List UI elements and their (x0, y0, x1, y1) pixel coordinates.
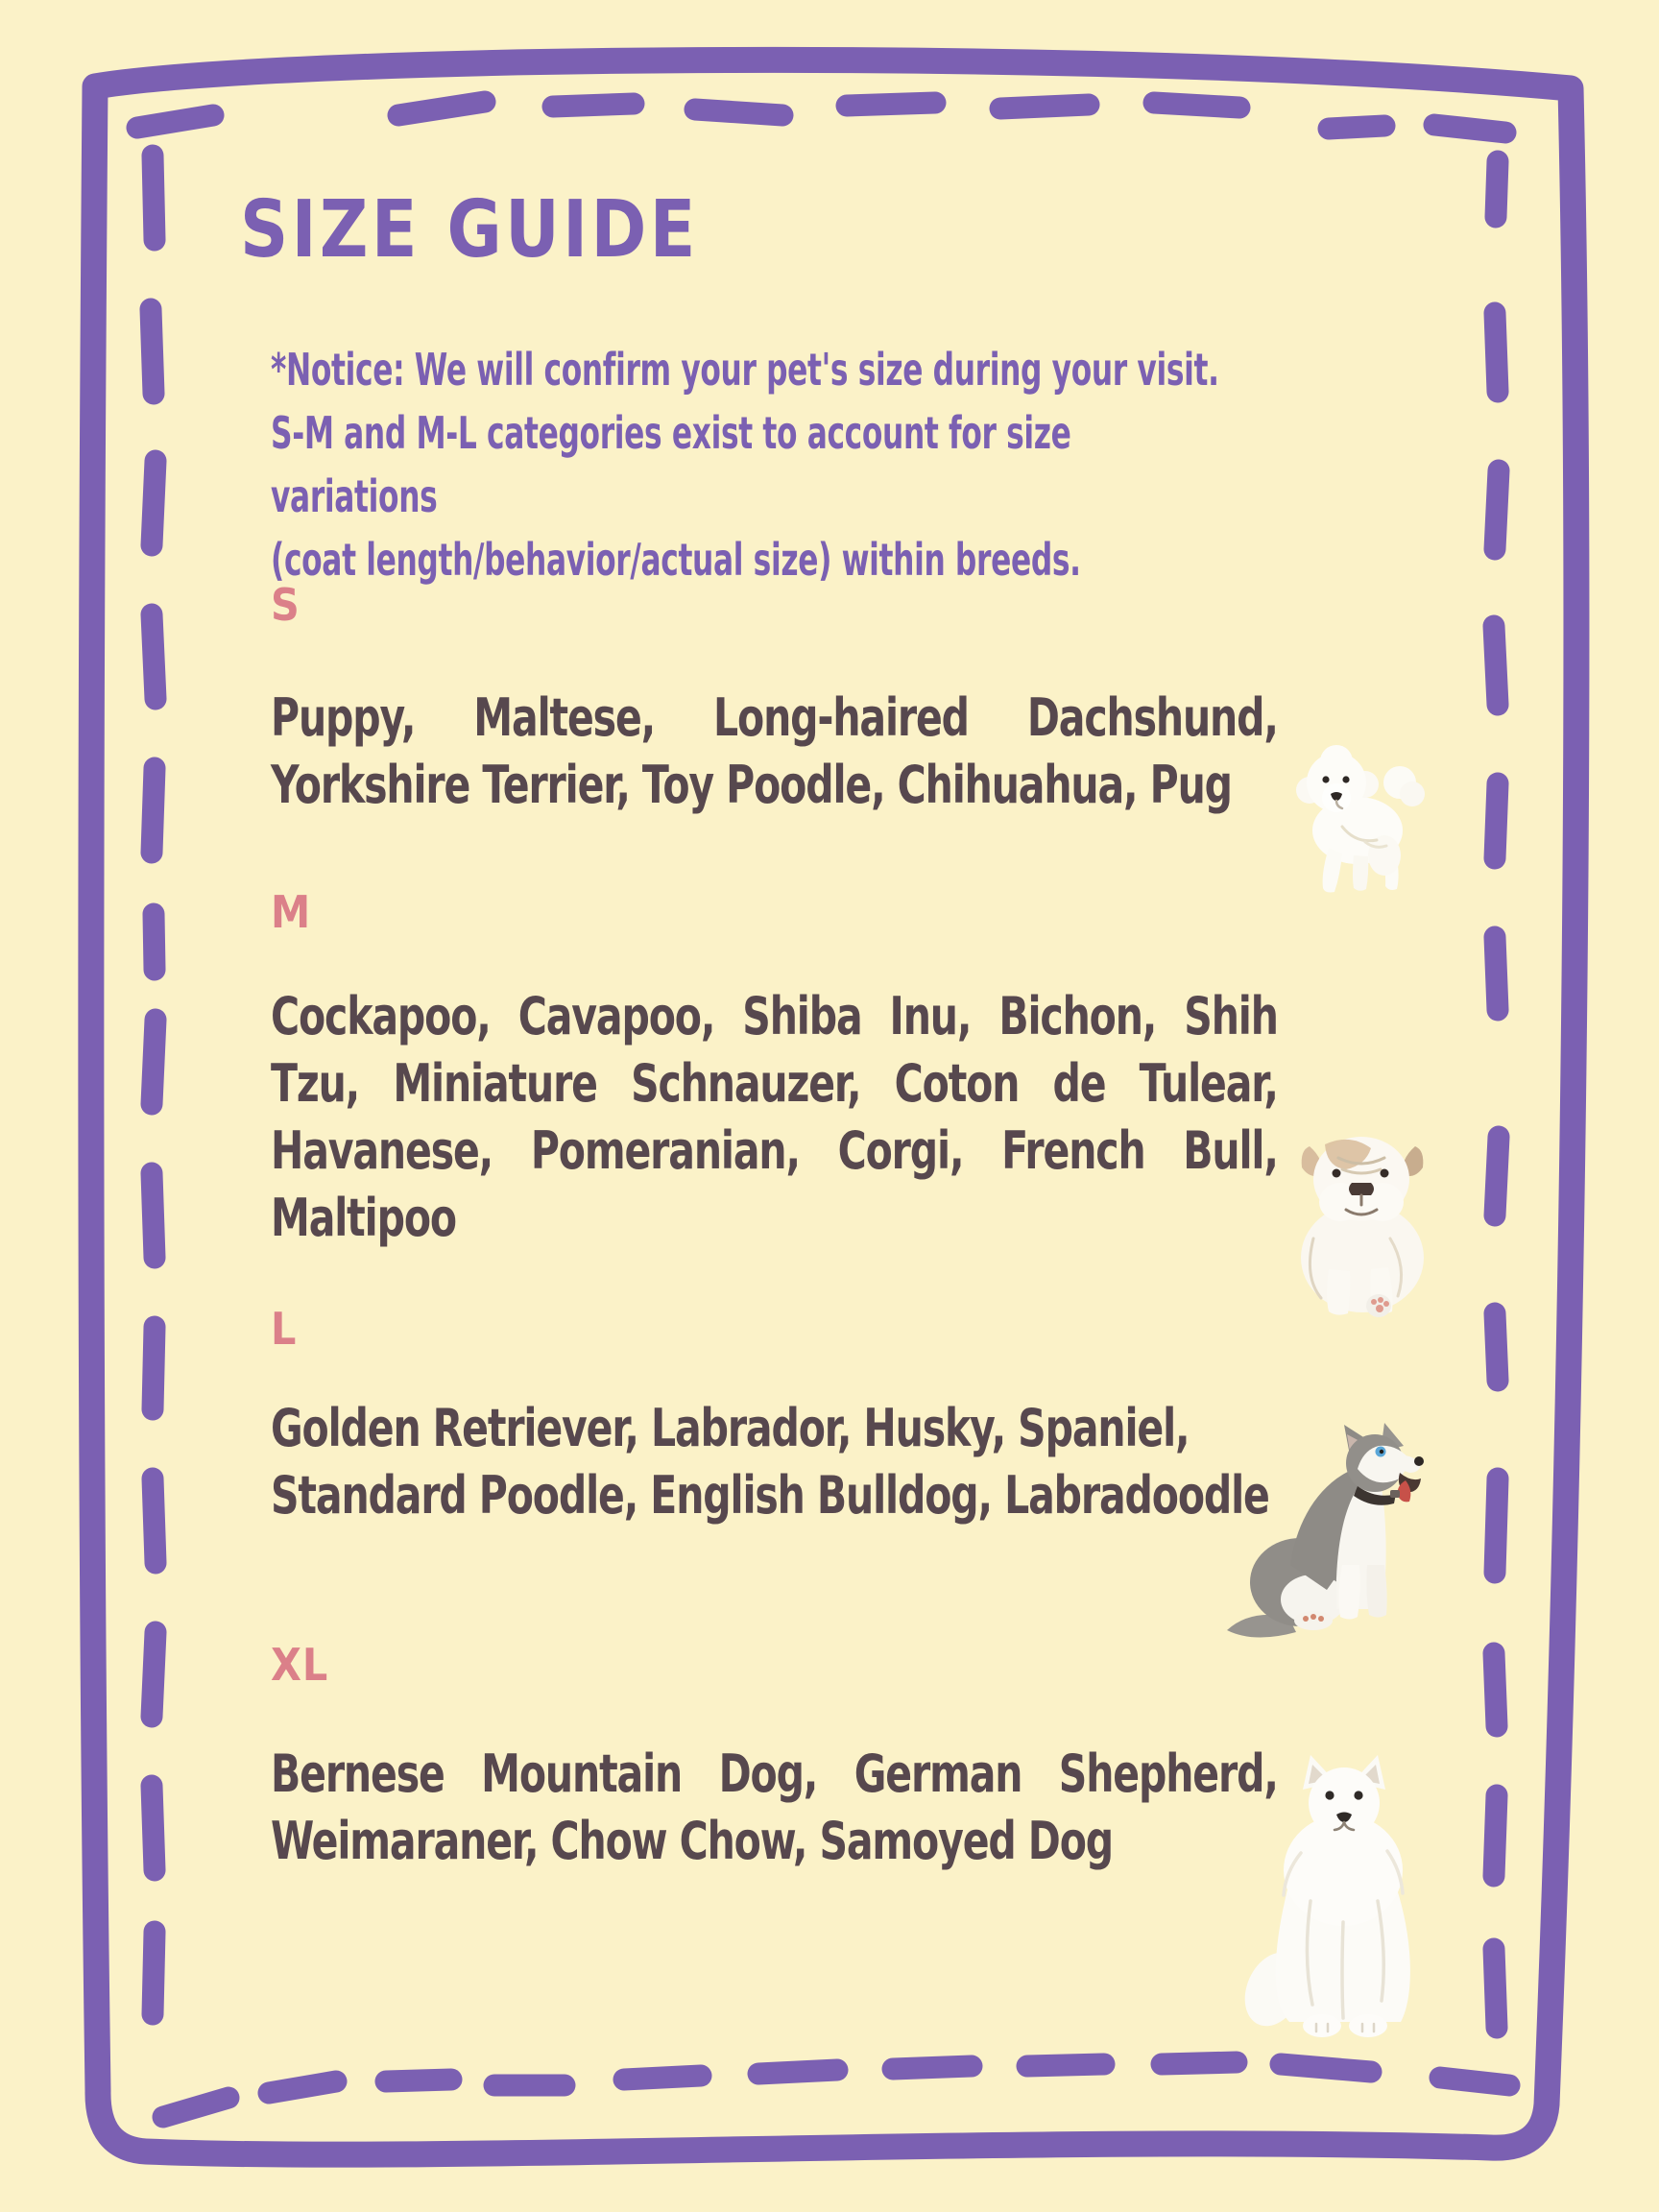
size-label-l: L (271, 1303, 298, 1355)
breed-list-xl: Bernese Mountain Dog, German Shepherd, Weimaraner, Chow Chow, Samoyed Dog (271, 1743, 1278, 1871)
border-stitch-top (137, 102, 1505, 132)
samoyed-dog-icon (1243, 1747, 1449, 2045)
breed-list-s: Puppy, Maltese, Long-haired Dachshund, Yorkshire Terrier, Toy Poodle, Chihuahua, Pug (271, 687, 1278, 815)
husky-puppy-dog-icon (1221, 1421, 1459, 1655)
notice-line-1: *Notice: We will confirm your pet's size during your visit. (271, 344, 1219, 396)
bichon-frise-dog-icon (1285, 734, 1440, 896)
english-bulldog-dog-icon (1275, 1123, 1450, 1325)
breed-list-m: Cockapoo, Cavapoo, Shiba Inu, Bichon, Shih Tzu, Miniature Schnauzer, Coton de Tulear, Havanese, Pomeranian, Corgi, French Bull, Maltipoo (271, 986, 1278, 1248)
size-label-m: M (271, 886, 312, 938)
notice-paragraph (271, 338, 1659, 591)
notice-line-2: S-M and M-L categories exist to account for size variations (271, 407, 1071, 522)
breed-list-l: Golden Retriever, Labrador, Husky, Spaniel, Standard Poodle, English Bulldog, Labradoodle (271, 1398, 1269, 1526)
notice-line-3: (coat length/behavior/actual size) within breeds. (271, 534, 1081, 586)
border-stitch-bottom (163, 2062, 1509, 2117)
size-label-xl: XL (271, 1639, 329, 1691)
border-stitch-left (151, 156, 156, 2014)
page-title-text: SIZE GUIDE (240, 184, 699, 276)
size-label-s: S (271, 579, 301, 631)
page-title (240, 184, 780, 276)
